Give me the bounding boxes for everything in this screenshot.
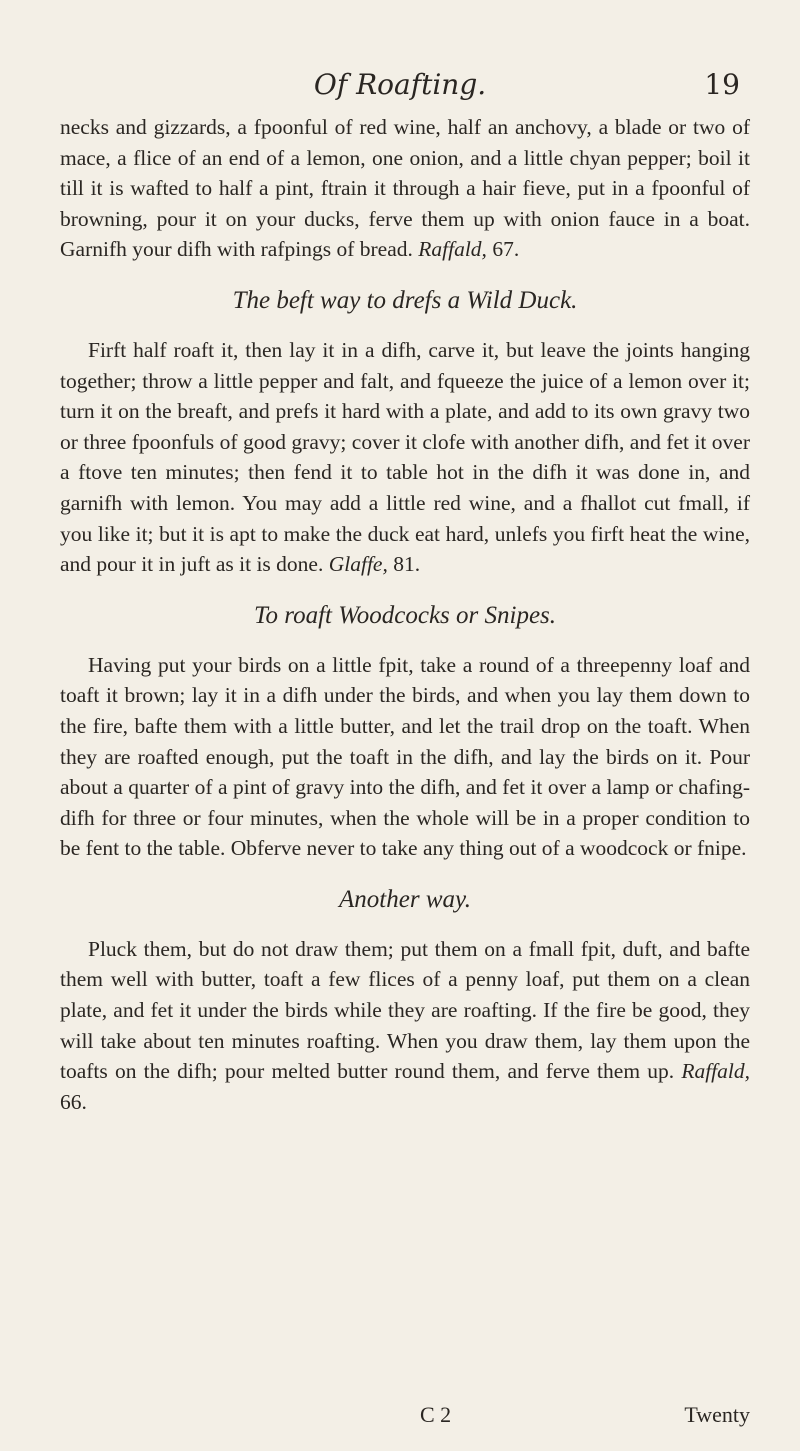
signature-mark: C 2 <box>420 1402 452 1427</box>
citation-page: 66. <box>60 1089 87 1114</box>
paragraph-woodcocks <box>60 650 750 864</box>
citation: Glaffe, <box>328 552 388 577</box>
citation: Raffald, <box>418 237 487 262</box>
page-header <box>0 68 800 108</box>
citation: Raffald, <box>681 1059 751 1084</box>
page-number: 19 <box>704 68 740 101</box>
running-title: Of Roafting. <box>313 68 487 101</box>
citation-page: 67. <box>492 237 520 262</box>
heading-woodcocks: To roaft Woodcocks or Snipes. <box>253 601 557 629</box>
heading-another-way: Another way. <box>339 885 471 913</box>
paragraph-wild-duck <box>60 335 750 580</box>
paragraph-gravy <box>60 112 750 265</box>
paragraph-text: Having put your birds on a little fpit, take a round of a threepenny loaf and toaft it brown; lay it in a difh under the birds, and when you lay them down to the fire, bafte them with a little butter, and let the trail drop on the toaft. When they are roafted enough, put the toaft in the difh, and lay the birds on it. Pour about a quarter of a pint of gravy into the difh, and fet it over a lamp or chafing-difh for three or four minutes, when the whole will be in a proper condition to be fent to the table. Obferve never to take any thing out of a woodcock or fnipe. <box>60 652 750 861</box>
paragraph-text: Pluck them, but do not draw them; put them on a fmall fpit, duft, and bafte them well with butter, toaft a few flices of a penny loaf, put them on a clean plate, and fet it under the birds while they are roafting. If the fire be good, they will take about ten minutes roafting. When you draw them, lay them upon the toafts on the difh; pour melted butter round them, and ferve them up. <box>60 936 750 1084</box>
paragraph-text: Firft half roaft it, then lay it in a difh, carve it, but leave the joints hanging together; throw a little pepper and falt, and fqueeze the juice of a lemon over it; turn it on the breaft, and prefs it hard with a plate, and add to its own gravy two or three fpoonfuls of good gravy; cover it clofe with another difh, and fet it over a ftove ten minutes; then fend it to table hot in the difh it was done in, and garnifh with lemon. You may add a little red wine, and a fhallot cut fmall, if you like it; but it is apt to make the duck eat hard, unlefs you firft heat the wine, and pour it in juft as it is done. <box>60 337 750 577</box>
page-footer <box>60 1402 750 1436</box>
heading-wild-duck: The beft way to drefs a Wild Duck. <box>232 286 578 314</box>
citation-page: 81. <box>393 552 421 577</box>
catchword: Twenty <box>684 1402 750 1427</box>
paragraph-another-way <box>60 934 750 1118</box>
body-text <box>60 112 750 1117</box>
paragraph-text: necks and gizzards, a fpoonful of red wine, half an anchovy, a blade or two of mace, a flice of an end of a lemon, one onion, and a little chyan pepper; boil it till it is wafted to half a pint, ftrain it through a hair fieve, put in a fpoonful of browning, pour it on your ducks, ferve them up with onion fauce in a boat. Garnifh your difh with rafpings of bread. <box>60 115 750 262</box>
